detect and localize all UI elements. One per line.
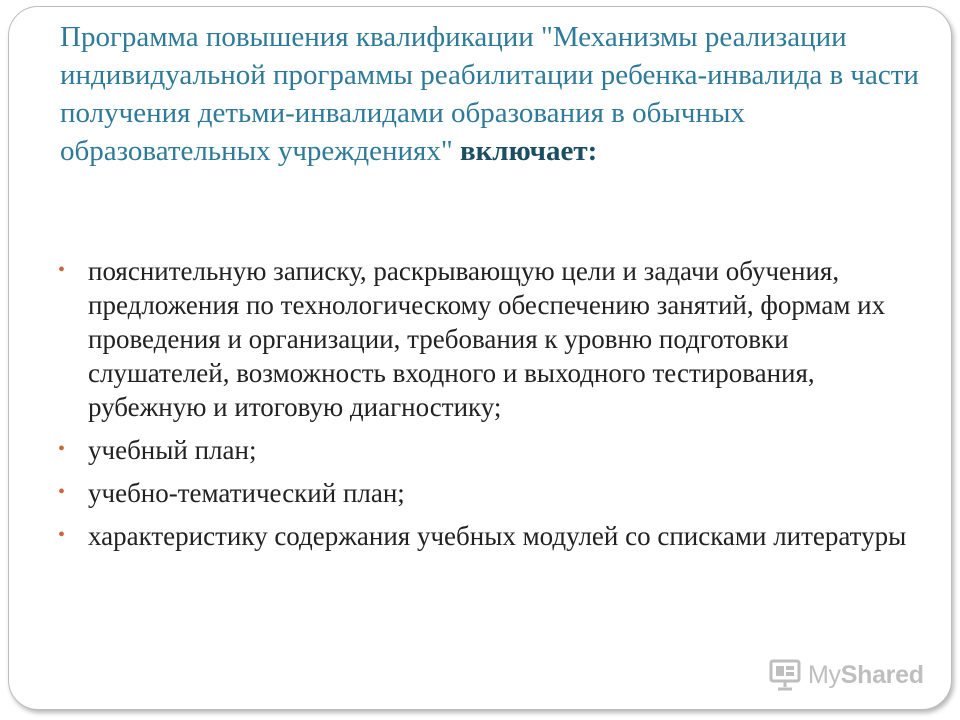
bullet-icon: • (58, 524, 66, 546)
watermark-shared: Shared (840, 660, 924, 689)
bullet-icon: • (58, 438, 66, 460)
presentation-board-icon (768, 658, 802, 692)
list-item (58, 519, 918, 553)
watermark-my: My (808, 660, 841, 689)
list-item (58, 476, 918, 510)
bullet-icon: • (58, 481, 66, 503)
list-item (58, 254, 918, 424)
list-item (58, 433, 918, 467)
mysharedwatermark-logo (768, 655, 924, 695)
list-item-text: характеристику содержания учебных модулей со списками литературы (88, 521, 907, 551)
list-item-text: учебно-тематический план; (88, 478, 405, 508)
slide-title (60, 18, 920, 170)
bullet-list (58, 254, 918, 562)
watermark-text (808, 661, 924, 690)
slide-title-text: Программа повышения квалификации "Механизмы реализации индивидуальной программы реабилитации ребенка-инвалида в части получения детьми-инвалидами образования в обычных образовательных учреждениях" (60, 21, 919, 167)
list-item-text: пояснительную записку, раскрывающую цели и задачи обучения, предложения по технологическому обеспечению занятий, формам их проведения и организации, требования к уровню подготовки слушателей, возможность входного и выходного тестирования, рубежную и итоговую диагностику; (88, 256, 886, 422)
list-item-text: учебный план; (88, 435, 257, 465)
bullet-icon: • (58, 259, 66, 281)
slide-title-emphasis: включает: (459, 135, 598, 167)
